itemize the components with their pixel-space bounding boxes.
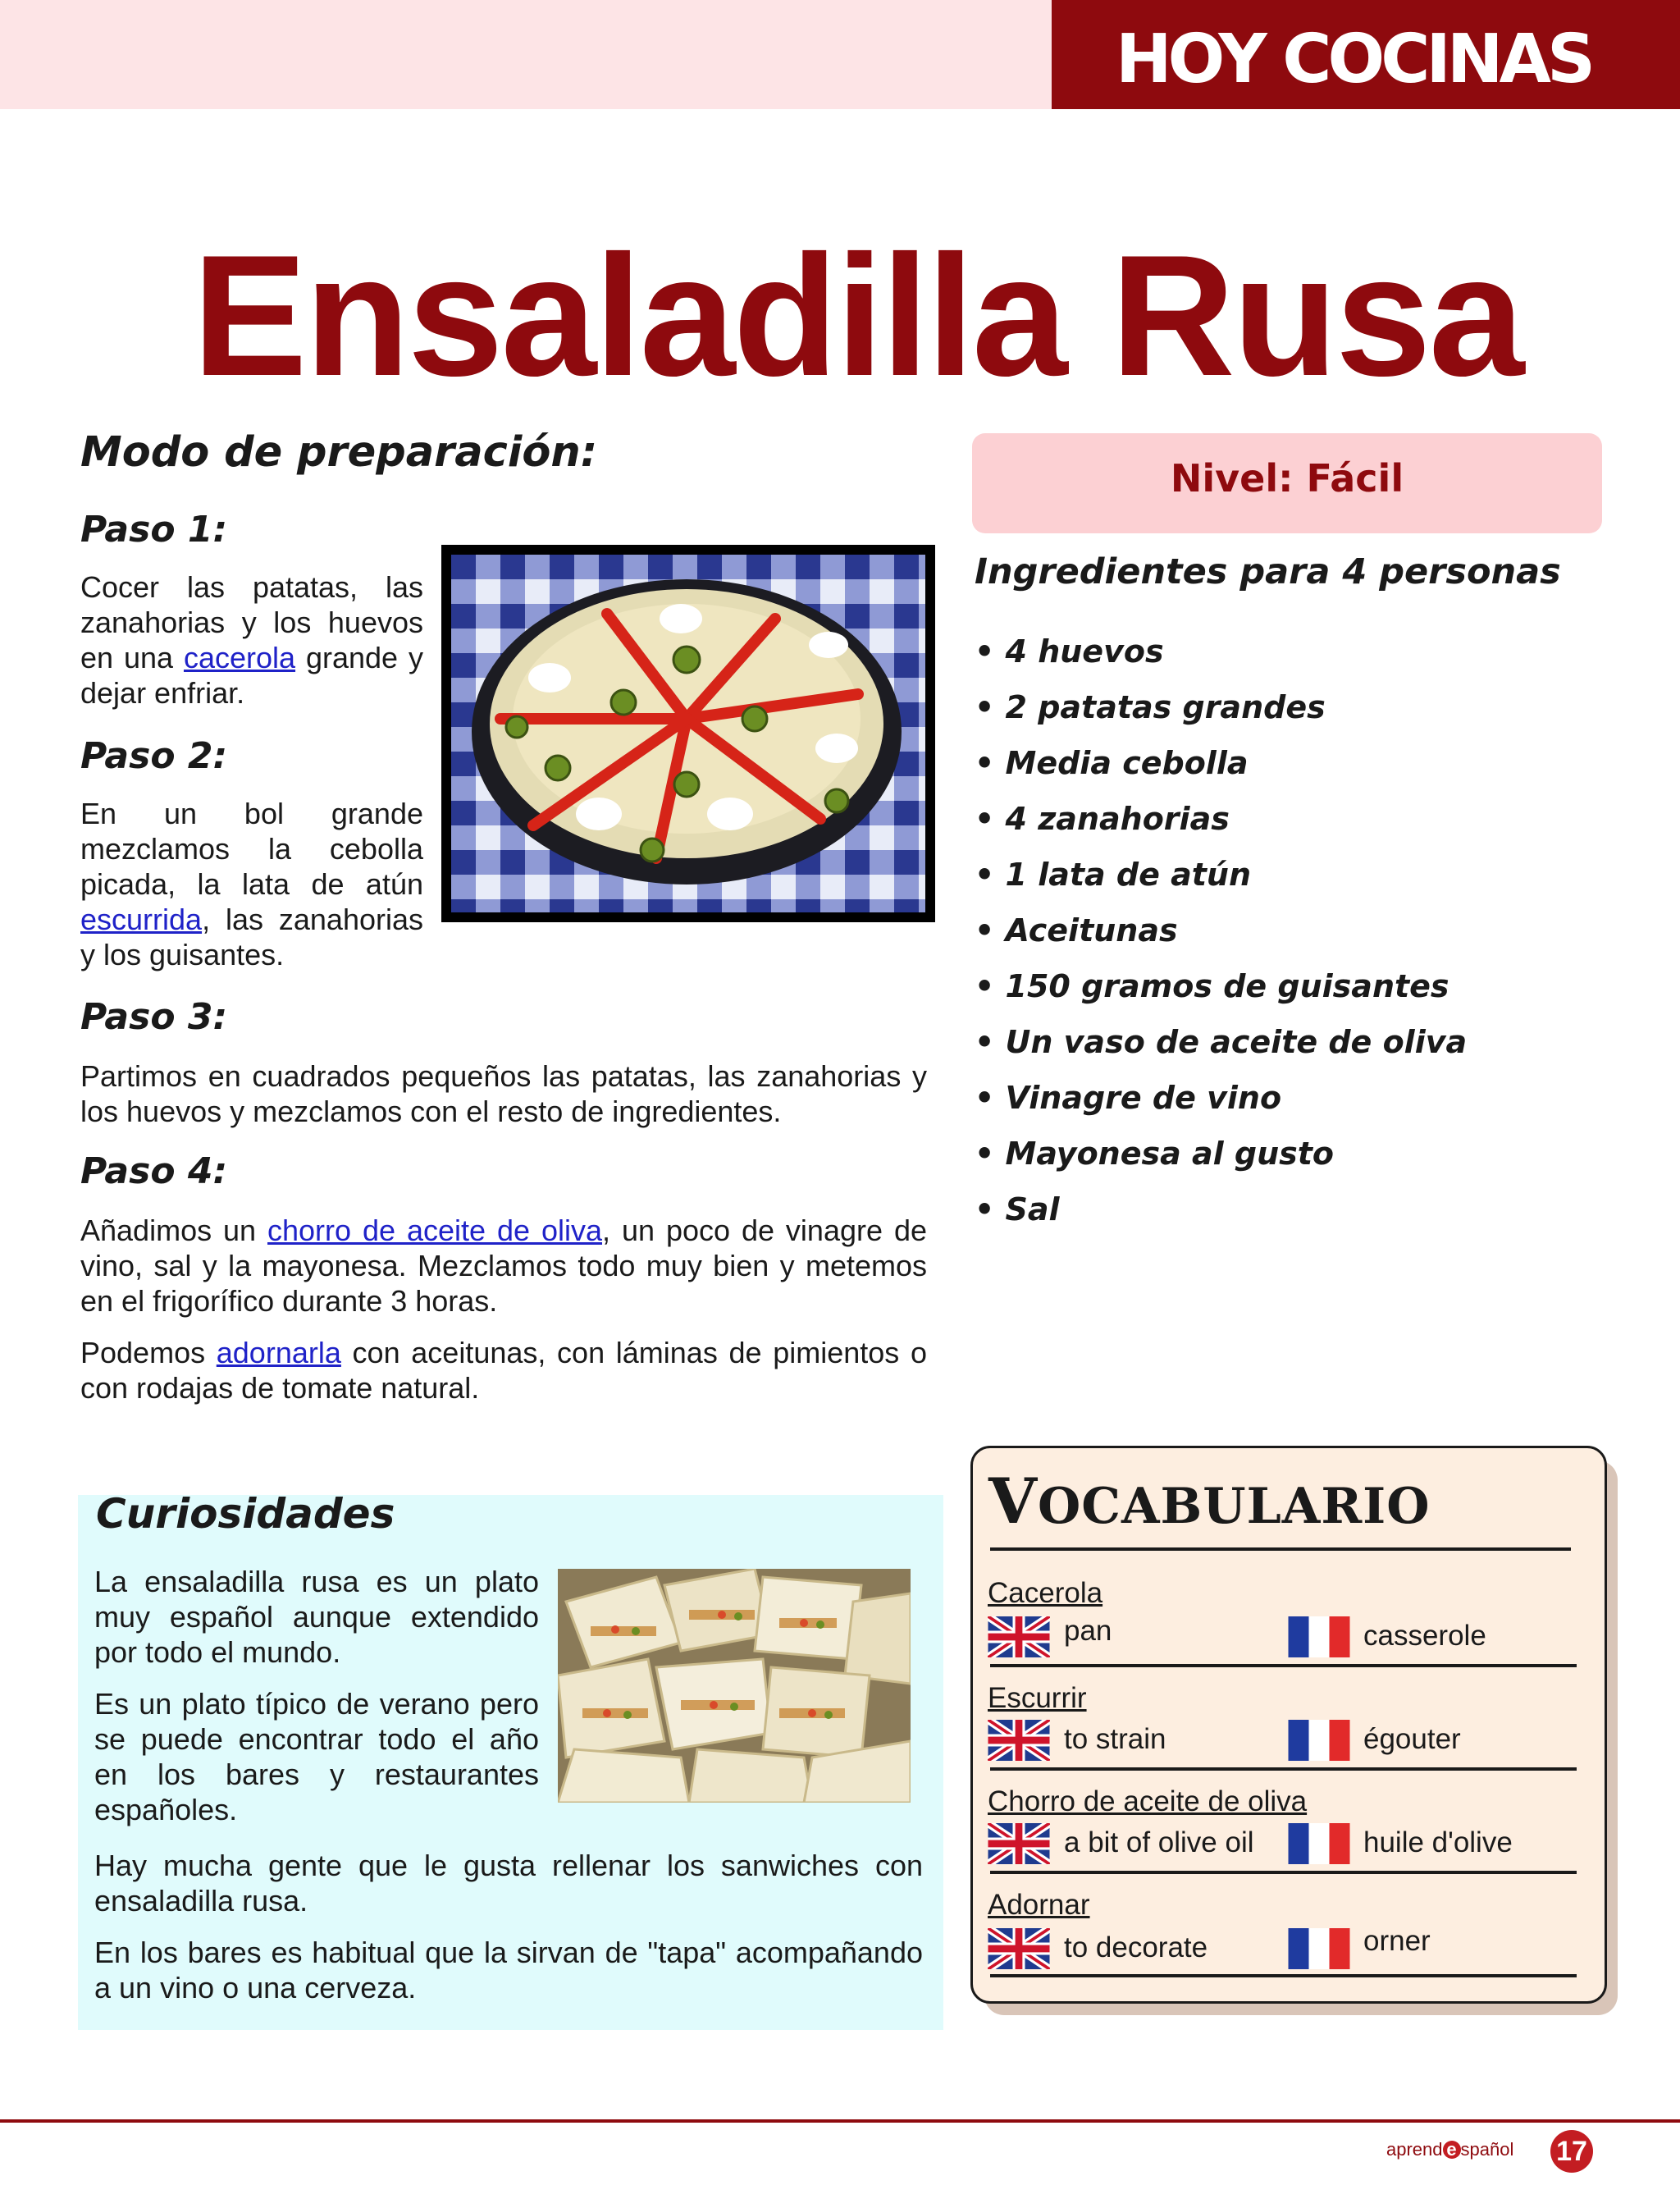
link-adornarla[interactable]: adornarla xyxy=(216,1336,341,1369)
step-4-label: Paso 4: xyxy=(80,1150,228,1192)
link-escurrida[interactable]: escurrida xyxy=(80,903,203,936)
preparation-heading: Modo de preparación: xyxy=(80,428,598,477)
curiosity-paragraph: Es un plato típico de verano pero se puede encontrar todo el año en los bares y restaurantes españoles. xyxy=(94,1687,539,1826)
france-flag-icon xyxy=(1288,1720,1350,1761)
vocabulary-rule xyxy=(990,1547,1571,1551)
ingredient-item: • 150 gramos de guisantes xyxy=(975,968,1449,1004)
ingredient-item: • Vinagre de vino xyxy=(975,1080,1282,1116)
ingredient-item: • Aceitunas xyxy=(975,912,1178,949)
vocab-english: pan xyxy=(1064,1615,1112,1647)
link-chorro-aceite[interactable]: chorro de aceite de oliva xyxy=(267,1214,603,1247)
link-cacerola[interactable]: cacerola xyxy=(183,641,296,674)
vocabulary-divider xyxy=(990,1664,1577,1667)
curiosity-paragraph: Hay mucha gente que le gusta rellenar los sanwiches con ensaladilla rusa. xyxy=(94,1849,923,1918)
step-3-text: Partimos en cuadrados pequeños las patatas, las zanahorias y los huevos y mezclamos con el resto de ingredientes. xyxy=(80,1059,927,1128)
difficulty-badge: Nivel: Fácil xyxy=(972,433,1602,533)
ingredient-item: • Mayonesa al gusto xyxy=(975,1136,1335,1172)
ingredient-item: • Un vaso de aceite de oliva xyxy=(975,1024,1468,1060)
vocab-french: orner xyxy=(1363,1925,1431,1957)
step-2-label: Paso 2: xyxy=(80,735,228,777)
step-2-text: En un bol grande mezclamos la cebolla picada, la lata de atún escurrida, las zanahorias y los guisantes. xyxy=(80,797,423,971)
vocab-term: Chorro de aceite de oliva xyxy=(988,1785,1308,1817)
ingredients-heading: Ingredientes para 4 personas xyxy=(975,551,1561,592)
header-band xyxy=(0,0,1052,109)
france-flag-icon xyxy=(1288,1823,1350,1864)
footer-rule xyxy=(0,2119,1680,2123)
recipe-title: Ensaladilla Rusa xyxy=(192,219,1522,412)
step-3-label: Paso 3: xyxy=(80,996,228,1038)
vocabulary-divider xyxy=(990,1871,1577,1874)
vocab-english: to strain xyxy=(1064,1723,1166,1755)
france-flag-icon xyxy=(1288,1928,1350,1969)
section-brand: HOY COCINAS TÚ xyxy=(1115,21,1592,189)
curiosities-heading: Curiosidades xyxy=(96,1490,395,1538)
vocab-french: huile d'olive xyxy=(1363,1826,1513,1858)
vocab-term: Cacerola xyxy=(988,1577,1103,1609)
vocab-term: Escurrir xyxy=(988,1682,1087,1714)
vocab-french: égouter xyxy=(1363,1723,1461,1755)
curiosity-paragraph: La ensaladilla rusa es un plato muy español aunque extendido por todo el mundo. xyxy=(94,1565,539,1669)
ingredient-item: • Sal xyxy=(975,1191,1060,1227)
curiosities-text-bottom xyxy=(94,1848,923,2005)
vocab-term: Adornar xyxy=(988,1889,1090,1921)
ingredient-item: • 1 lata de atún xyxy=(975,857,1252,893)
ingredient-item: • 4 zanahorias xyxy=(975,801,1230,837)
step-1-text: Cocer las patatas, las zanahorias y los huevos en una cacerola grande y dejar enfriar. xyxy=(80,570,423,710)
ingredient-item: • Media cebolla xyxy=(975,745,1249,781)
uk-flag-icon xyxy=(988,1823,1050,1864)
ingredient-item: • 4 huevos xyxy=(975,633,1164,670)
france-flag-icon xyxy=(1288,1616,1350,1657)
footer-logo: aprend e spañol xyxy=(1386,2139,1514,2160)
step-1-label: Paso 1: xyxy=(80,509,228,551)
vocabulary-heading: VOCABULARIO xyxy=(988,1465,1431,1538)
step-4-text: Añadimos un chorro de aceite de oliva, un poco de vinagre de vino, sal y la mayonesa. Mezclamos todo muy bien y metemos en el frigorífico durante 3 horas. Podemos adornarla con aceitunas, con láminas de pimientos o con rodajas de tomate natural. xyxy=(80,1214,927,1405)
vocabulary-divider xyxy=(990,1767,1577,1771)
vocabulary-divider xyxy=(990,1974,1577,1977)
vocab-french: casserole xyxy=(1363,1620,1486,1652)
page-number: 17 xyxy=(1550,2130,1593,2173)
vocab-english: a bit of olive oil xyxy=(1064,1826,1254,1858)
vocab-english: to decorate xyxy=(1064,1931,1208,1963)
curiosities-text-top xyxy=(94,1564,539,1827)
ingredients-list xyxy=(975,624,1467,1237)
curiosity-paragraph: En los bares es habitual que la sirvan de "tapa" acompañando a un vino o una cerveza. xyxy=(94,1936,923,2004)
uk-flag-icon xyxy=(988,1720,1050,1761)
uk-flag-icon xyxy=(988,1928,1050,1969)
ingredient-item: • 2 patatas grandes xyxy=(975,689,1326,725)
sandwiches-photo xyxy=(558,1569,911,1803)
ensaladilla-photo xyxy=(441,545,935,922)
uk-flag-icon xyxy=(988,1616,1050,1657)
